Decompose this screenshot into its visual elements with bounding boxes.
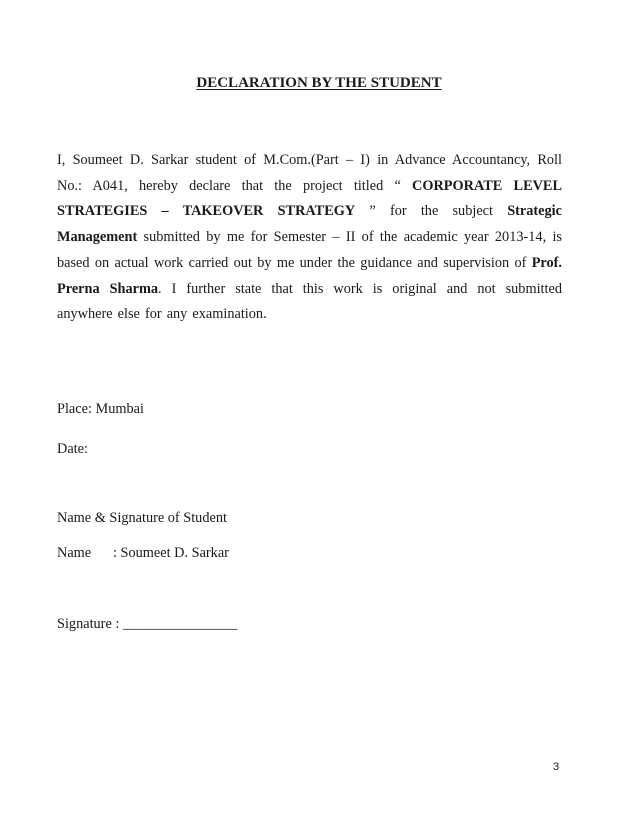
name-label: Name bbox=[57, 545, 92, 561]
declaration-paragraph bbox=[57, 148, 562, 328]
date-line: Date: bbox=[57, 441, 88, 457]
subject-name: Strategic Management bbox=[57, 203, 562, 246]
place-line: Place: Mumbai bbox=[57, 401, 144, 417]
declaration-text-1: I, Soumeet D. Sarkar student of M.Com.(Part – I) in Advance Accountancy, Roll No.: A041, hereby declare that the project titled “ bbox=[57, 152, 562, 194]
declaration-text-2: ” for the subject bbox=[355, 203, 508, 220]
signature-line: Signature : ________________ bbox=[57, 616, 238, 632]
declaration-text-3: submitted by me for Semester – II of the academic year 2013-14, is based on actual work carried out by me under the guidance and supervision of bbox=[57, 229, 562, 271]
name-line bbox=[57, 545, 229, 562]
declaration-text-4: . I further state that this work is original and not submitted anywhere else for any examination. bbox=[57, 280, 562, 323]
name-signature-heading: Name & Signature of Student bbox=[57, 510, 227, 526]
student-name-value: : Soumeet D. Sarkar bbox=[113, 545, 229, 561]
page-title: DECLARATION BY THE STUDENT bbox=[196, 75, 442, 91]
guide-name: Prof. Prerna Sharma bbox=[57, 254, 562, 297]
page-number: 3 bbox=[553, 761, 560, 773]
project-title: CORPORATE LEVEL STRATEGIES – TAKEOVER STRATEGY bbox=[57, 177, 563, 220]
